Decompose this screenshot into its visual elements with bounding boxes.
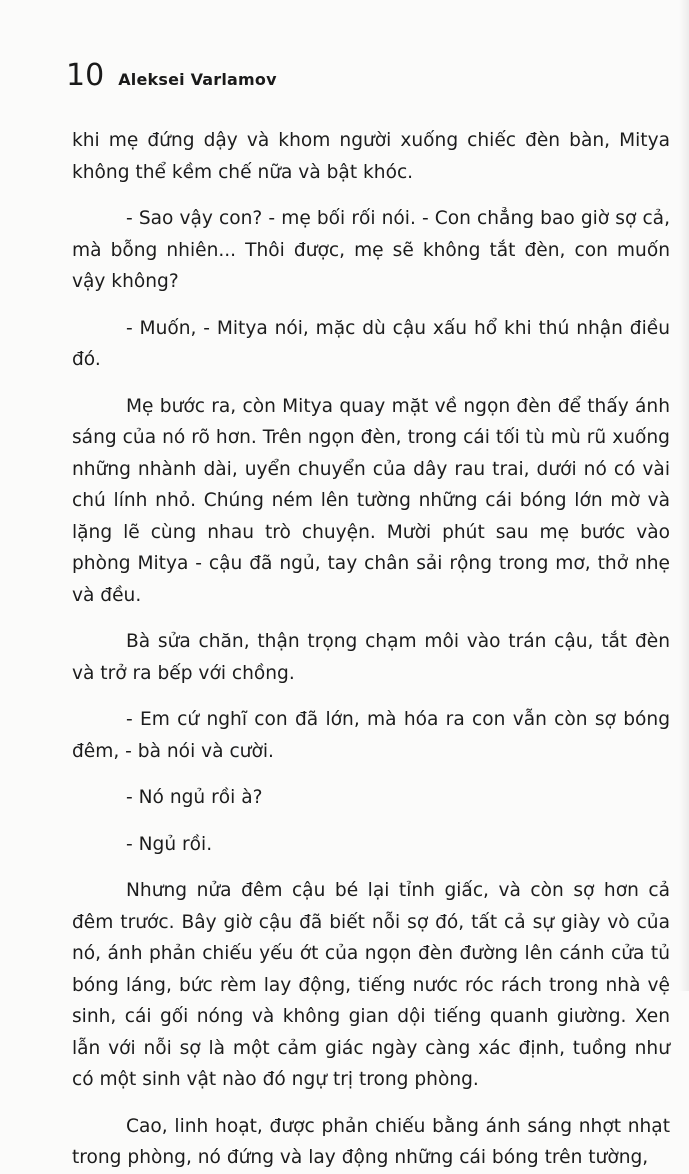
paragraph: - Ngủ rồi.: [126, 833, 213, 855]
page-number: 10: [66, 58, 105, 93]
paragraph: Mẹ bước ra, còn Mitya quay mặt về ngọn đèn để thấy ánh sáng của nó rõ hơn. Trên ngọn đèn, trong cái tối tù mù rũ xuống những nhành dài, uyển chuyển của dây rau trai, dưới nó có vài chú lính nhỏ. Chúng ném lên tường những cái bóng lớn mờ và lặng lẽ cùng nhau trò chuyện. Mười phút sau mẹ bước vào phòng Mitya - cậu đã ngủ, tay chân sải rộng trong mơ, thở nhẹ và đều.: [72, 395, 670, 606]
body-text: [72, 125, 670, 1174]
paragraph: Nhưng nửa đêm cậu bé lại tỉnh giấc, và còn sợ hơn cả đêm trước. Bây giờ cậu đã biết nỗi sợ đó, tất cả sự giày vò của nó, ánh phản chiếu yếu ớt của ngọn đèn đường lên cánh cửa tủ bóng láng, bức rèm lay động, tiếng nước róc rách trong nhà vệ sinh, cái gối nóng và không gian dội tiếng quanh giường. Xen lẫn với nỗi sợ là một cảm giác ngày càng xác định, tuồng như có một sinh vật nào đó ngự trị trong phòng.: [72, 880, 670, 1090]
paragraph: - Nó ngủ rồi à?: [126, 787, 263, 808]
page-header: [66, 58, 277, 93]
paragraph: - Muốn, - Mitya nói, mặc dù cậu xấu hổ khi thú nhận điều đó.: [72, 317, 670, 370]
paragraph: - Em cứ nghĩ con đã lớn, mà hóa ra con vẫn còn sợ bóng đêm, - bà nói và cười.: [72, 709, 670, 762]
paragraph: khi mẹ đứng dậy và khom người xuống chiếc đèn bàn, Mitya không thể kềm chế nữa và bật khóc.: [72, 130, 670, 183]
paragraph: - Sao vậy con? - mẹ bối rối nói. - Con chẳng bao giờ sợ cả, mà bỗng nhiên... Thôi được, mẹ sẽ không tắt đèn, con muốn vậy không?: [72, 208, 670, 292]
page-edge-shadow: [679, 0, 689, 991]
paragraph: Bà sửa chăn, thận trọng chạm môi vào trán cậu, tắt đèn và trở ra bếp với chồng.: [72, 631, 670, 684]
running-head-author: Aleksei Varlamov: [118, 70, 277, 89]
paragraph: Cao, linh hoạt, được phản chiếu bằng ánh sáng nhợt nhạt trong phòng, nó đứng và lay động những cái bóng trên tường,: [72, 1115, 670, 1168]
